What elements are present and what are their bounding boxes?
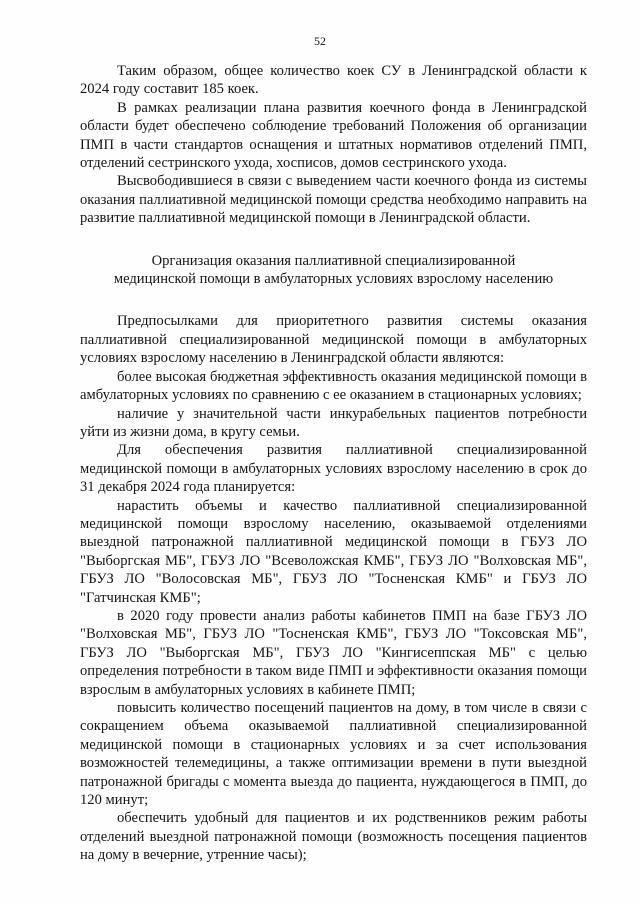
list-item-home-visits: повысить количество посещений пациентов на дому, в том числе в связи с сокращением объема оказываемой паллиативной специализированной медицинской помощи в стационарных условиях и за счет использования возможностей телемедицины, а также оптимизации времени в пути выездной патронажной бригады с момента выезда до пациента, нуждающегося в ПМП, до 120 минут; <box>80 700 587 809</box>
list-item-die-at-home: наличие у значительной части инкурабельных пациентов потребности уйти из жизни дома, в кругу семьи. <box>80 405 587 440</box>
spacer <box>80 228 587 252</box>
spacer <box>80 288 587 312</box>
paragraph-released-funds: Высвободившиеся в связи с выведением части коечного фонда из системы оказания паллиативной медицинской помощи средства необходимо направить на развитие паллиативной медицинской помощи в Ленинградской области. <box>80 173 587 227</box>
list-item-analysis-2020: в 2020 году провести анализ работы кабинетов ПМП на базе ГБУЗ ЛО "Волховская МБ", ГБУЗ ЛО "Тосненская КМБ", ГБУЗ ЛО "Токсовская МБ", ГБУЗ ЛО "Выборгская МБ", ГБУЗ ЛО "Кингисеппская МБ" с целью определения потребности в таком виде ПМП и эффективности оказания помощи взрослым в амбулаторных условиях в кабинете ПМП; <box>80 607 587 698</box>
section-heading <box>80 252 587 289</box>
list-item-increase-volumes: нарастить объемы и качество паллиативной специализированной медицинской помощи взрослому населению, оказываемой отделениями выездной патронажной паллиативной медицинской помощи в ГБУЗ ЛО "Выборгская МБ", ГБУЗ ЛО "Всеволожская КМБ", ГБУЗ ЛО "Волховская МБ", ГБУЗ ЛО "Волосовская МБ", ГБУЗ ЛО "Тосненская КМБ" и ГБУЗ ЛО "Гатчинская КМБ"; <box>80 497 587 606</box>
paragraph-total-beds: Таким образом, общее количество коек СУ в Ленинградской области к 2024 году составит 185 коек. <box>80 63 587 98</box>
paragraph-prerequisites: Предпосылками для приоритетного развития системы оказания паллиативной специализированной медицинской помощи в амбулаторных условиях взрослому населению в Ленинградской области являются: <box>80 313 587 367</box>
list-item-work-schedule: обеспечить удобный для пациентов и их родственников режим работы отделений выездной патронажной помощи (возможность посещения пациентов на дому в вечерние, утренние часы); <box>80 810 587 864</box>
page-number: 52 <box>314 34 326 48</box>
section-heading-line-1: Организация оказания паллиативной специализированной <box>151 252 516 269</box>
list-item-budget-efficiency: более высокая бюджетная эффективность оказания медицинской помощи в амбулаторных условиях по сравнению с ее оказанием в стационарных условиях; <box>80 368 587 404</box>
paragraph-planned-measures: Для обеспечения развития паллиативной специализированной медицинской помощи в амбулаторных условиях взрослому населению в срок до 31 декабря 2024 года планируется: <box>80 442 587 496</box>
paragraph-bed-fund-plan: В рамках реализации плана развития коечного фонда в Ленинградской области будет обеспечено соблюдение требований Положения об организации ПМП в части стандартов оснащения и штатных нормативов отделений ПМП, отделений сестринского ухода, хосписов, домов сестринского ухода. <box>80 99 587 172</box>
page-body <box>80 62 587 865</box>
section-heading-line-2: медицинской помощи в амбулаторных условиях взрослому населению <box>113 271 554 288</box>
